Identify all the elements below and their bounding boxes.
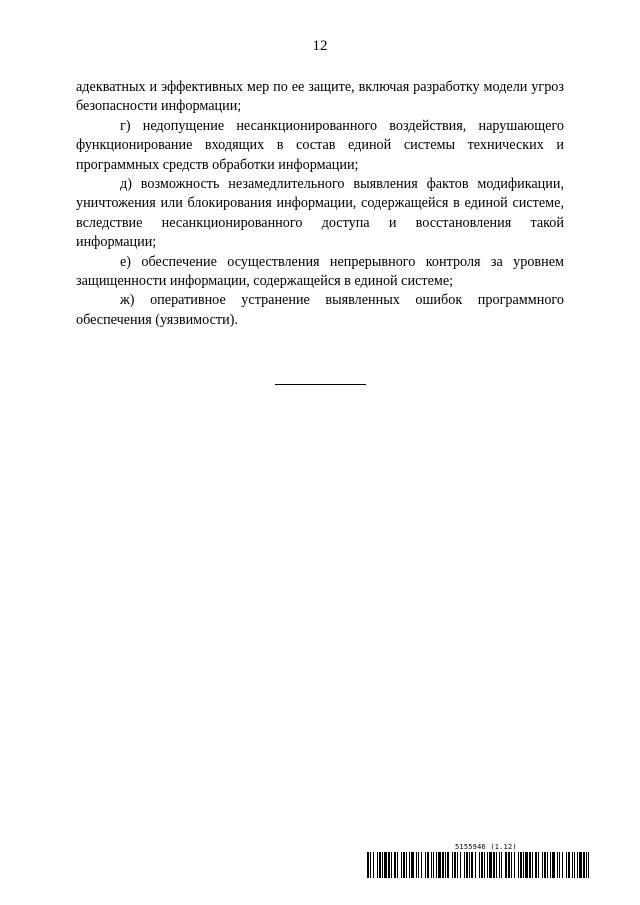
paragraph-item-zh: ж) оперативное устранение выявленных ошибок программного обеспечения (уязвимости). (76, 292, 564, 328)
paragraph-item-d: д) возможность незамедлительного выявления фактов модификации, уничтожения или блокирования информации, содержащейся в единой системе, вследствие несанкционированного доступа и восстановления такой информации; (76, 176, 564, 251)
barcode-label: 5155946 (1.12) (455, 843, 517, 851)
paragraph-item-g: г) недопущение несанкционированного воздействия, нарушающего функционирование входящих в состав единой системы технических и программных средств обработки информации; (76, 117, 564, 173)
barcode-icon (367, 852, 589, 878)
paragraph-item-e: е) обеспечение осуществления непрерывного контроля за уровнем защищенности информации, содержащейся в единой системе; (76, 253, 564, 290)
paragraph-continuation: адекватных и эффективных мер по ее защите, включая разработку модели угроз безопасности информации; (76, 79, 564, 115)
section-end-divider (275, 384, 366, 385)
barcode-block (367, 843, 589, 879)
page-number: 12 (312, 38, 328, 54)
document-body (76, 78, 564, 330)
